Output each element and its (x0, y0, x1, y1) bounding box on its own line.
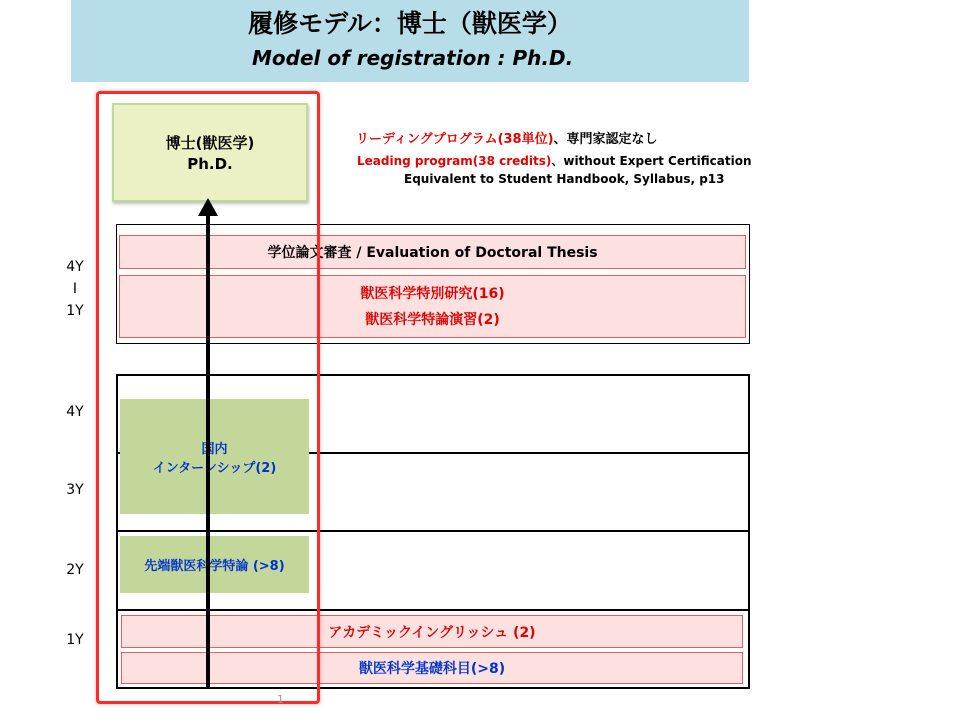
year-label-upper-top: 4Y (66, 259, 84, 275)
note-leading-program-en-black: 、without Expert Certification (551, 154, 752, 168)
basic-subjects-box: 獣医科学基礎科目(>8) (121, 652, 743, 684)
academic-english-box: アカデミックイングリッシュ (2) (121, 615, 743, 648)
page-number: 1 (277, 693, 284, 706)
thesis-evaluation-box: 学位論文審査 / Evaluation of Doctoral Thesis (119, 235, 746, 269)
year-label-upper-mid: I (72, 281, 78, 297)
year-label-3y: 3Y (66, 482, 84, 498)
phd-goal-en: Ph.D. (187, 155, 233, 173)
year-label-4y: 4Y (66, 404, 84, 420)
note-leading-program-en-red: Leading program(38 credits) (357, 154, 552, 168)
phd-goal-jp: 博士(獣医学) (165, 134, 255, 152)
internship-label-line1: 国内 (201, 441, 228, 457)
year-label-2y: 2Y (66, 562, 84, 578)
internship-label-line2: インターンシップ(2) (152, 460, 277, 476)
note-handbook-reference: Equivalent to Student Handbook, Syllabus, p13 (404, 172, 725, 186)
year-label-upper-bottom: 1Y (66, 303, 84, 319)
special-seminar-label: 獣医科学特論演習(2) (365, 311, 500, 328)
note-leading-program-jp-red: リーディングプログラム(38単位) (356, 132, 554, 147)
advanced-course-box: 先端獣医科学特論 (>8) (120, 536, 309, 593)
note-leading-program-jp-black: 、専門家認定なし (553, 132, 658, 147)
special-research-label: 獣医科学特別研究(16) (360, 285, 505, 302)
year-label-1y: 1Y (66, 632, 84, 648)
title-japanese: 履修モデル：博士（獣医学） (248, 9, 572, 38)
title-english: Model of registration : Ph.D. (252, 46, 574, 70)
highlight-frame (96, 91, 320, 704)
